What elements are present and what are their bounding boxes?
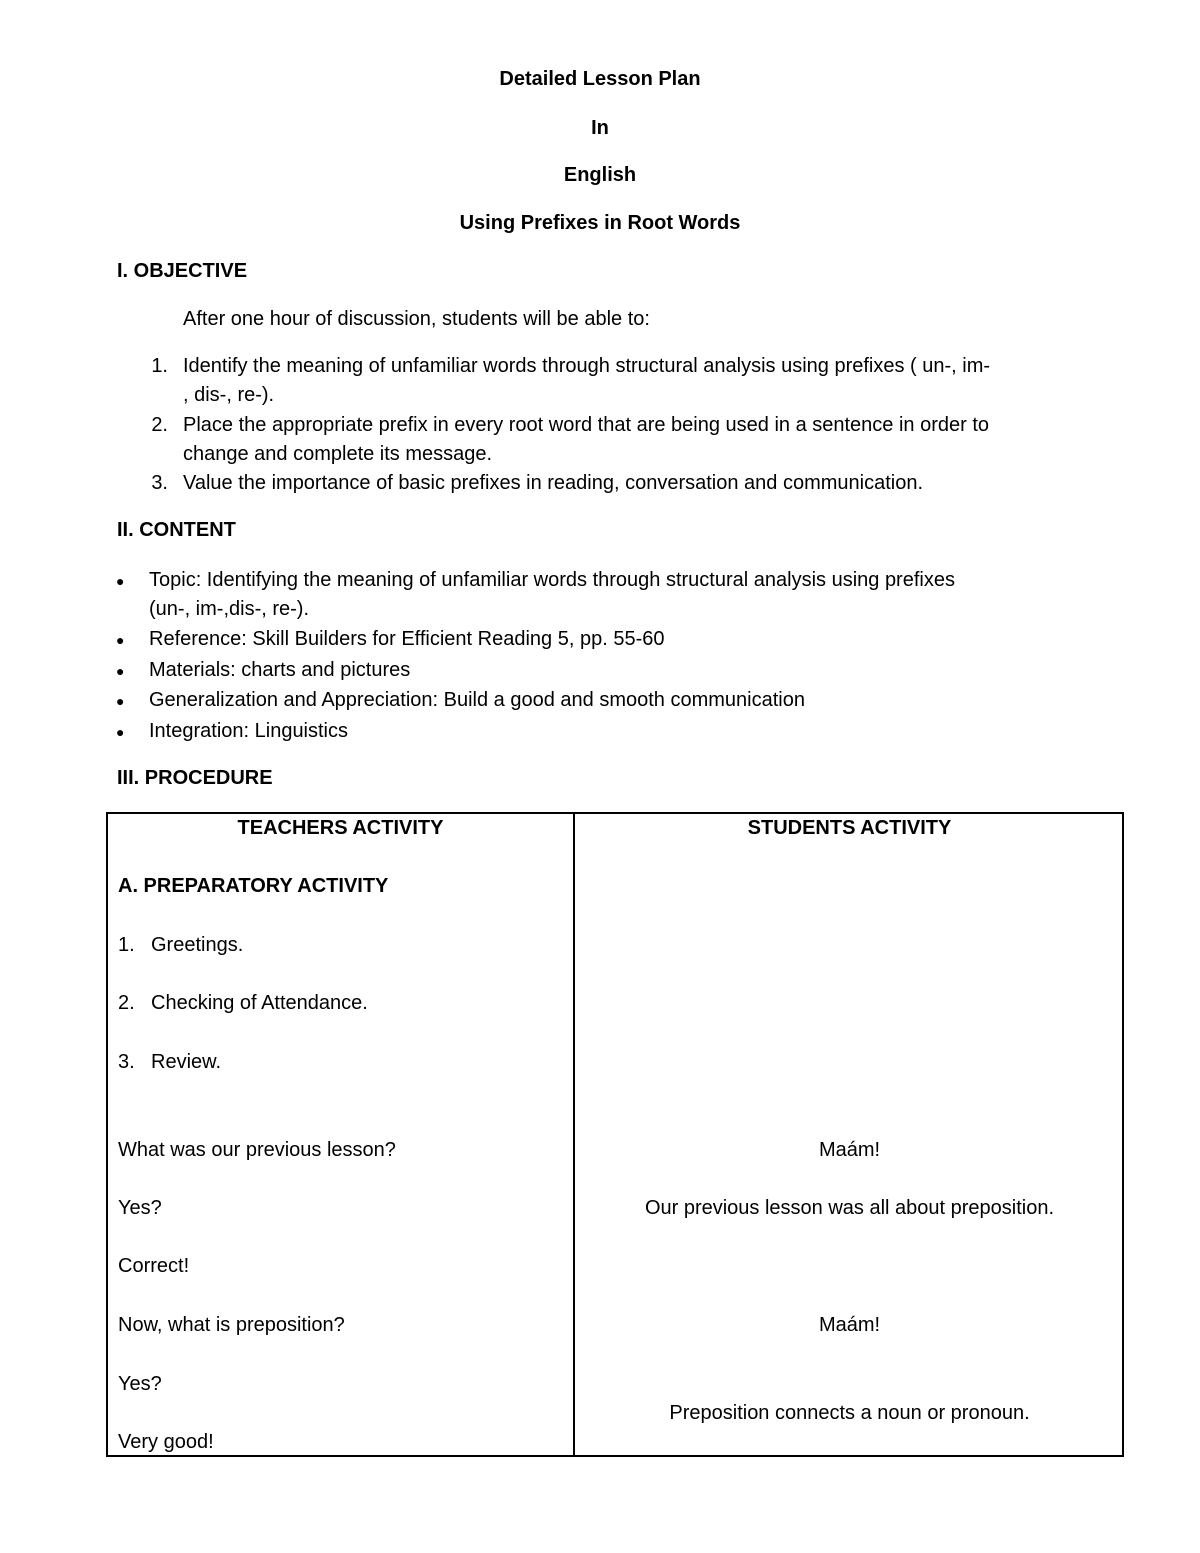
document-title: Detailed Lesson Plan <box>499 68 701 90</box>
content-item-text-cont: (un-, im-,dis-, re-). <box>149 598 309 620</box>
bullet-icon: ● <box>116 632 125 648</box>
bullet-icon: ● <box>116 693 125 709</box>
students-activity-header: STUDENTS ACTIVITY <box>747 817 952 839</box>
objective-item-text: Place the appropriate prefix in every root word that are being used in a sentence in order to <box>183 414 990 436</box>
bullet-icon: ● <box>116 573 125 589</box>
objective-item-text: Identify the meaning of unfamiliar words through structural analysis using prefixes ( un-, im- <box>183 355 991 377</box>
content-item-text: Topic: Identifying the meaning of unfamiliar words through structural analysis using prefixes <box>149 569 955 591</box>
objective-item-text: Value the importance of basic prefixes in reading, conversation and communication. <box>183 472 924 494</box>
step-number: 3. <box>118 1051 135 1073</box>
procedure-heading: III. PROCEDURE <box>117 767 273 789</box>
objective-item-number: 2. <box>151 414 168 436</box>
student-line: Maám! <box>818 1139 881 1161</box>
teacher-line: Very good! <box>118 1431 214 1453</box>
title-topic: Using Prefixes in Root Words <box>459 212 741 234</box>
bullet-icon: ● <box>116 724 125 740</box>
step-text: Checking of Attendance. <box>151 992 368 1014</box>
objective-intro: After one hour of discussion, students will be able to: <box>183 308 650 330</box>
step-text: Review. <box>151 1051 222 1073</box>
student-line: Our previous lesson was all about preposition. <box>644 1197 1055 1219</box>
objective-item-number: 3. <box>151 472 168 494</box>
student-line: Preposition connects a noun or pronoun. <box>669 1402 1030 1424</box>
content-item-text: Materials: charts and pictures <box>149 659 411 681</box>
objective-item-text-cont: change and complete its message. <box>183 443 493 465</box>
step-number: 2. <box>118 992 135 1014</box>
student-line: Maám! <box>818 1314 881 1336</box>
content-item-text: Integration: Linguistics <box>149 720 349 742</box>
teacher-line: Yes? <box>118 1373 162 1395</box>
objective-item-number: 1. <box>151 355 168 377</box>
teacher-line: Now, what is preposition? <box>118 1314 345 1336</box>
teacher-line: Correct! <box>118 1255 190 1277</box>
table-column-divider <box>573 814 575 1455</box>
objective-heading: I. OBJECTIVE <box>117 260 248 282</box>
content-item-text: Reference: Skill Builders for Efficient Reading 5, pp. 55-60 <box>149 628 665 650</box>
step-text: Greetings. <box>151 934 244 956</box>
procedure-table <box>106 812 1124 1457</box>
title-in: In <box>591 117 609 139</box>
teacher-line: Yes? <box>118 1197 162 1219</box>
content-heading: II. CONTENT <box>117 519 236 541</box>
teachers-activity-header: TEACHERS ACTIVITY <box>237 817 444 839</box>
content-item-text: Generalization and Appreciation: Build a good and smooth communication <box>149 689 805 711</box>
objective-item-text-cont: , dis-, re-). <box>183 384 275 406</box>
teacher-line: What was our previous lesson? <box>118 1139 396 1161</box>
title-subject: English <box>563 164 637 186</box>
step-number: 1. <box>118 934 135 956</box>
bullet-icon: ● <box>116 663 125 679</box>
preparatory-activity-heading: A. PREPARATORY ACTIVITY <box>118 875 389 897</box>
